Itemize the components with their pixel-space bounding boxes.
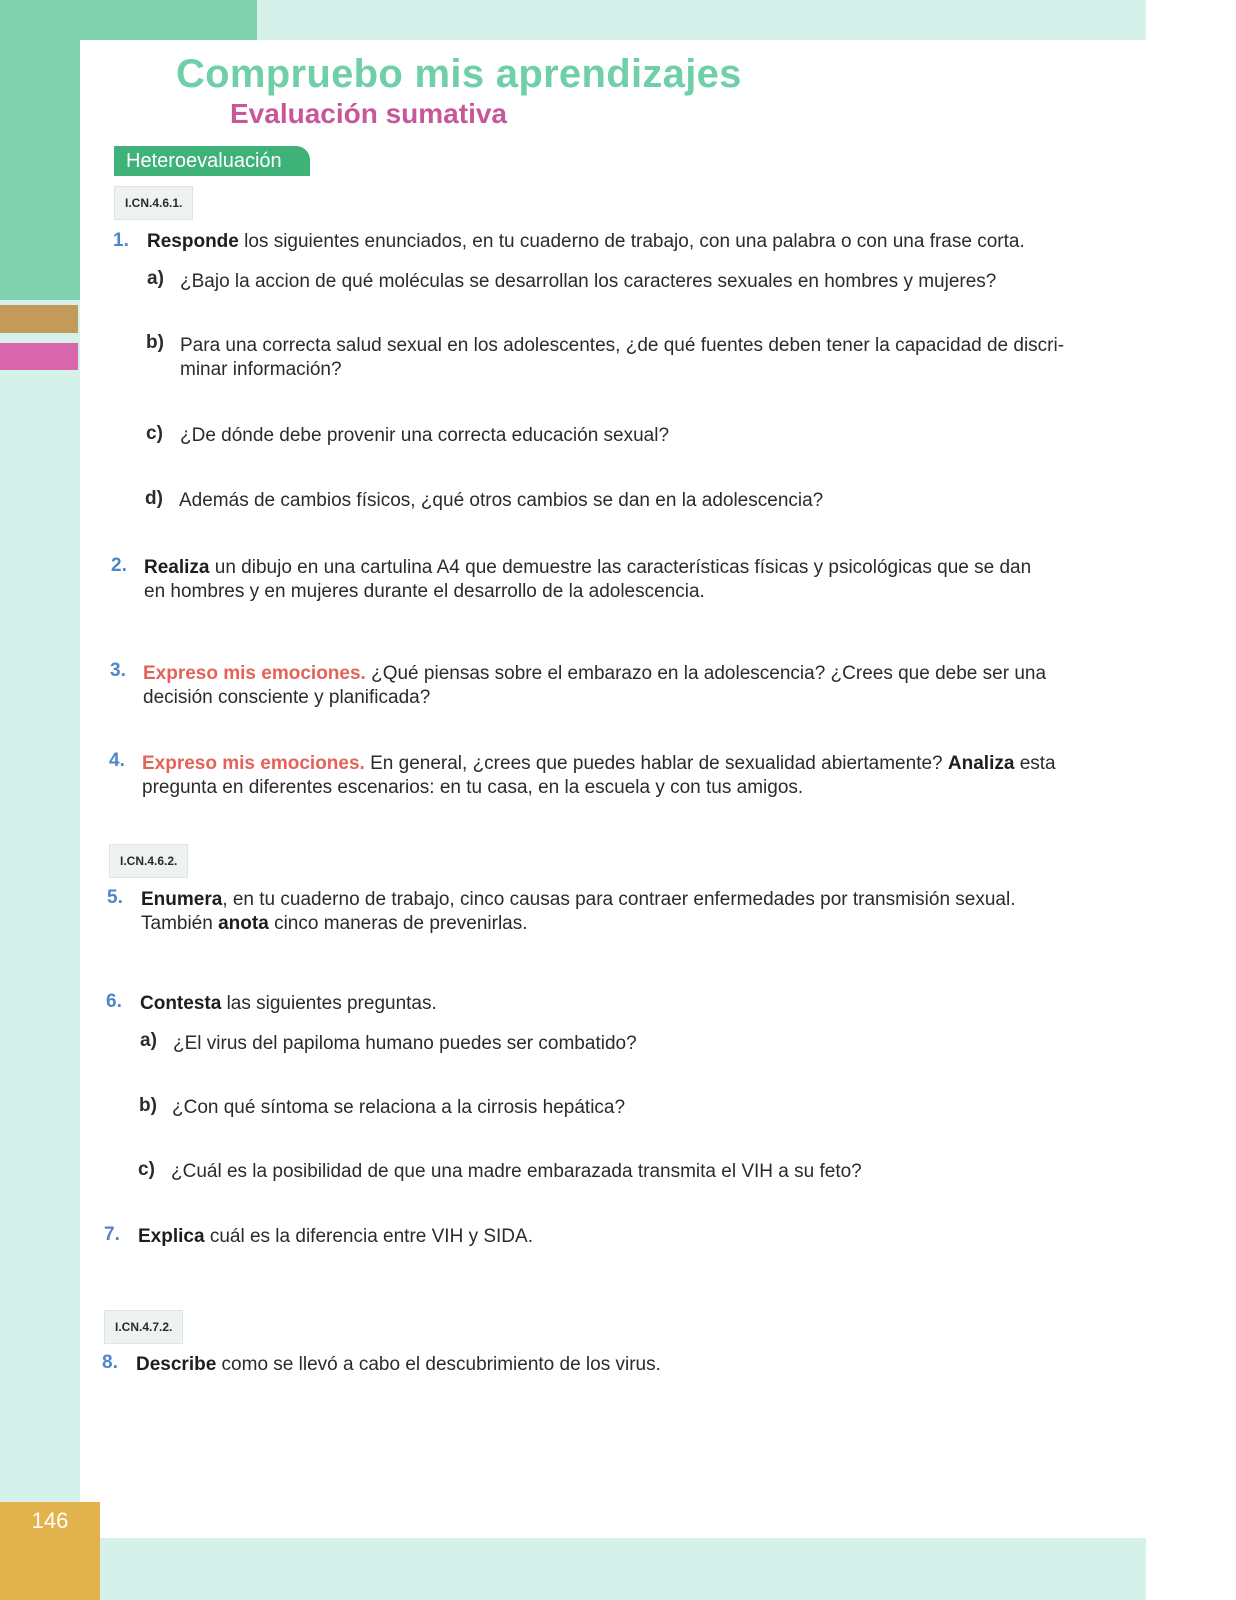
question-text: , en tu cuaderno de trabajo, cinco causas para contraer enfermedades por transmisión sexual. <box>222 889 1016 910</box>
question-verb: Analiza <box>947 753 1015 774</box>
question-text: pregunta en diferentes escenarios: en tu casa, en la escuela y con tus amigos. <box>142 777 804 798</box>
question-text: las siguientes preguntas. <box>221 993 437 1014</box>
question-verb: anota <box>218 913 269 934</box>
subquestion-1d: Además de cambios físicos, ¿qué otros cambios se dan en la adolescencia? <box>179 490 824 511</box>
question-number: 1. <box>113 230 129 251</box>
question-verb: Explica <box>138 1226 205 1247</box>
question-8 <box>136 1353 1036 1377</box>
question-text: los siguientes enunciados, en tu cuaderno de trabajo, con una palabra o con una frase corta. <box>238 231 1025 252</box>
subquestion-6a: ¿El virus del papiloma humano puedes ser combatido? <box>173 1033 637 1054</box>
question-verb: Describe <box>136 1354 217 1375</box>
question-text: También <box>141 913 219 934</box>
color-strip-pink <box>0 343 78 370</box>
top-band-teal <box>80 0 257 40</box>
question-4 <box>142 752 1112 800</box>
question-number: 2. <box>111 555 127 576</box>
question-7 <box>138 1225 1038 1249</box>
subquestion-1c: ¿De dónde debe provenir una correcta educación sexual? <box>180 425 670 446</box>
question-text: cuál es la diferencia entre VIH y SIDA. <box>204 1226 533 1247</box>
section-tag: Heteroevaluación <box>114 146 310 176</box>
question-text: como se llevó a cabo el descubrimiento de los virus. <box>216 1354 661 1375</box>
subquestion-letter: a) <box>140 1030 157 1051</box>
question-text: ¿Qué piensas sobre el embarazo en la adolescencia? ¿Crees que debe ser una <box>365 663 1047 684</box>
subquestion-letter: c) <box>146 423 163 444</box>
page-title: Compruebo mis aprendizajes <box>176 52 742 96</box>
page-subtitle: Evaluación sumativa <box>230 98 508 129</box>
subquestion-line: minar información? <box>180 359 342 380</box>
question-number: 3. <box>110 660 126 681</box>
subquestion-letter: d) <box>145 488 163 509</box>
question-verb: Responde <box>147 231 239 252</box>
left-band-light <box>0 300 80 1600</box>
indicator-code: I.CN.4.6.2. <box>109 844 188 878</box>
emotion-label: Expreso mis emociones. <box>142 753 365 774</box>
subquestion-letter: a) <box>147 268 164 289</box>
question-text: En general, ¿crees que puedes hablar de sexualidad abiertamente? <box>364 753 948 774</box>
subquestion-1b <box>180 334 1100 382</box>
page-number-text: 146 <box>31 1508 69 1533</box>
subquestion-6c: ¿Cuál es la posibilidad de que una madre embarazada transmita el VIH a su feto? <box>171 1161 862 1182</box>
question-number: 4. <box>109 750 125 771</box>
question-number: 7. <box>104 1224 120 1245</box>
indicator-code: I.CN.4.6.1. <box>114 186 193 220</box>
question-text: decisión consciente y planificada? <box>143 687 431 708</box>
question-6 <box>140 992 1040 1016</box>
color-strip-brown <box>0 305 78 333</box>
indicator-code: I.CN.4.7.2. <box>104 1310 183 1344</box>
question-text: en hombres y en mujeres durante el desarrollo de la adolescencia. <box>144 581 705 602</box>
subquestion-letter: c) <box>138 1159 155 1180</box>
question-verb: Enumera <box>141 889 223 910</box>
question-number: 6. <box>106 991 122 1012</box>
bottom-band <box>80 1538 1146 1600</box>
subquestion-letter: b) <box>139 1095 157 1116</box>
question-5 <box>141 888 1111 936</box>
subquestion-1a: ¿Bajo la accion de qué moléculas se desarrollan los caracteres sexuales en hombres y mujeres? <box>180 271 997 292</box>
question-3 <box>143 662 1103 710</box>
subquestion-letter: b) <box>146 332 164 353</box>
emotion-label: Expreso mis emociones. <box>143 663 366 684</box>
subquestion-line: Para una correcta salud sexual en los adolescentes, ¿de qué fuentes deben tener la capacidad de discri- <box>180 335 1065 356</box>
question-text: un dibujo en una cartulina A4 que demuestre las características físicas y psicológicas que se dan <box>209 557 1032 578</box>
question-2 <box>144 556 1104 604</box>
question-verb: Realiza <box>144 557 210 578</box>
subquestion-6b: ¿Con qué síntoma se relaciona a la cirrosis hepática? <box>172 1097 626 1118</box>
question-text: cinco maneras de prevenirlas. <box>268 913 528 934</box>
left-band-teal <box>0 0 80 300</box>
question-1 <box>147 230 1097 254</box>
question-text: esta <box>1014 753 1056 774</box>
page-number <box>0 1502 100 1600</box>
question-number: 8. <box>102 1352 118 1373</box>
question-number: 5. <box>107 887 123 908</box>
question-verb: Contesta <box>140 993 222 1014</box>
